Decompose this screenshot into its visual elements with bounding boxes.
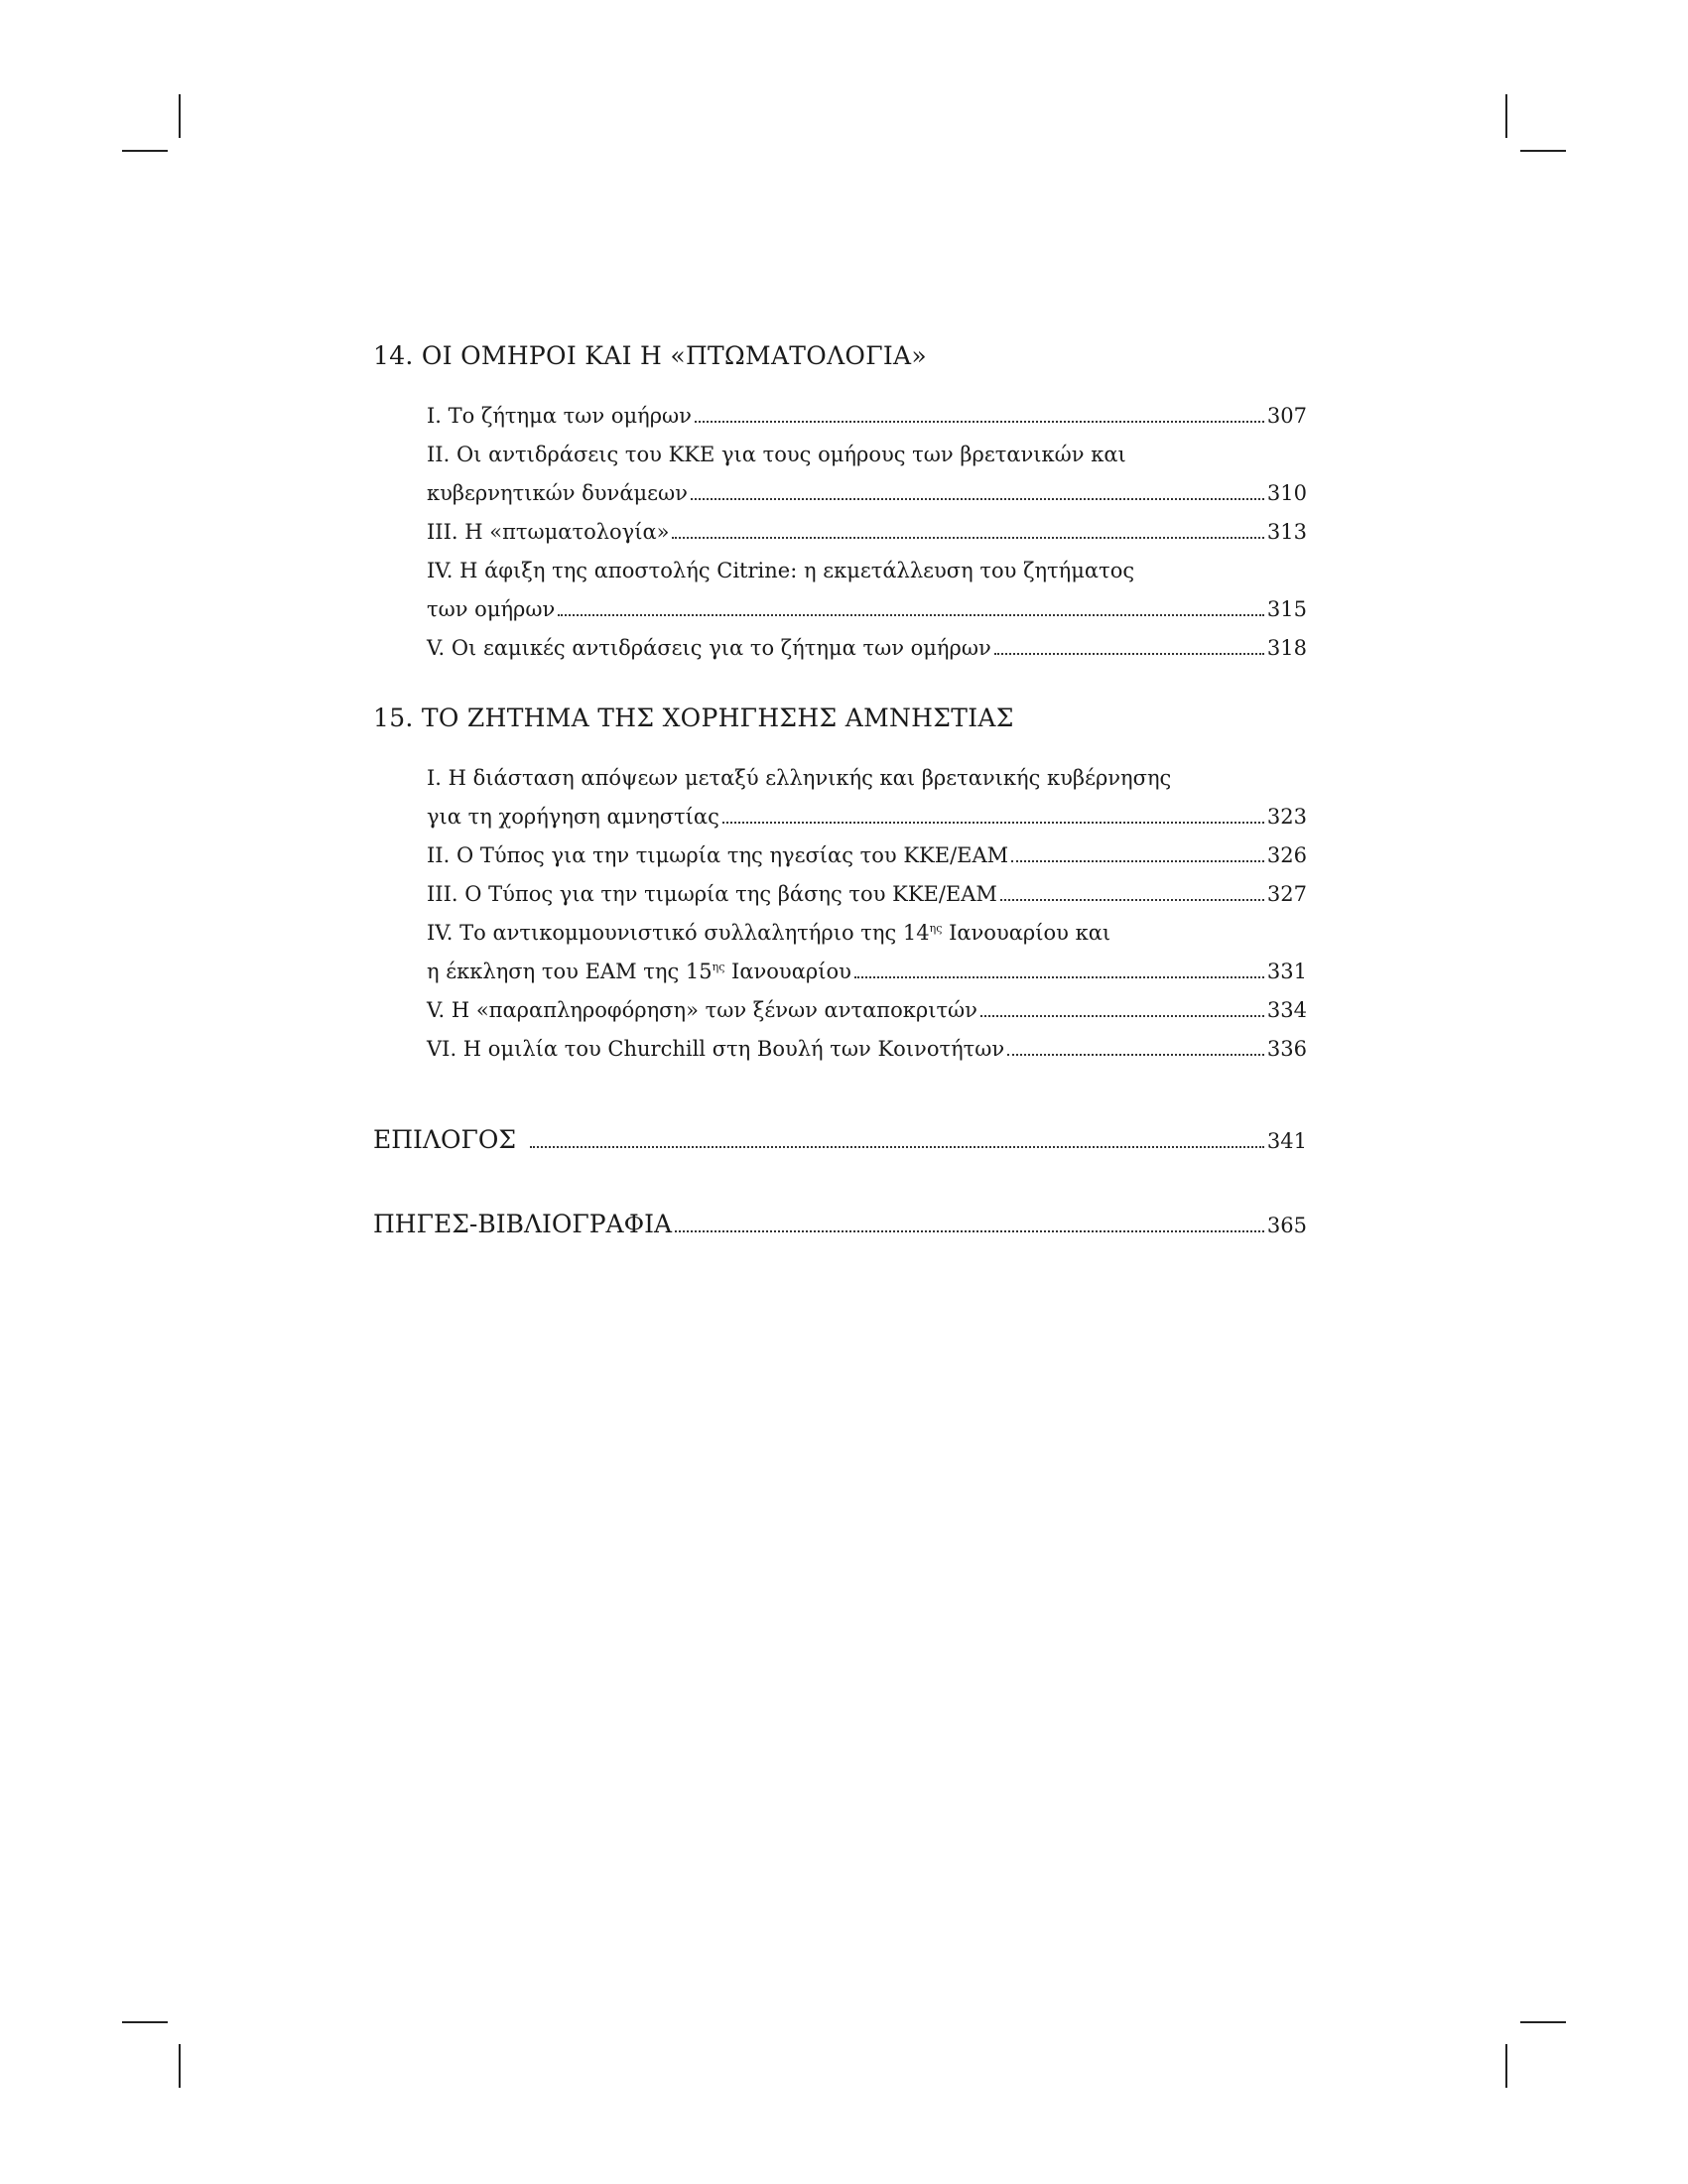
- entry-title-line-2: [427, 953, 851, 991]
- entry-title: II. Ο Τύπος για την τιμωρία της ηγεσίας του ΚΚΕ/ΕΑΜ: [427, 843, 1009, 867]
- entry-text: Ιανουαρίου και: [942, 921, 1111, 945]
- entry-title-line-1: II. Οι αντιδράσεις του ΚΚΕ για τους ομήρους των βρετανικών και: [427, 443, 1126, 466]
- page-number: 365: [1266, 1214, 1307, 1237]
- entry-title: ΠΗΓΕΣ-ΒΙΒΛΙΟΓΡΑΦΙΑ: [373, 1210, 673, 1238]
- dot-leader: [722, 821, 1264, 824]
- entry-title: ΕΠΙΛΟΓΟΣ: [373, 1125, 516, 1154]
- dot-leader: [994, 652, 1264, 655]
- dot-leader: [530, 1145, 1264, 1148]
- entry-title: V. Οι εαμικές αντιδράσεις για το ζήτημα των ομήρων: [427, 636, 991, 660]
- dot-leader: [1011, 859, 1264, 862]
- toc-entry-epilogue[interactable]: [373, 1120, 1307, 1161]
- entry-title: III. Ο Τύπος για την τιμωρία της βάσης του ΚΚΕ/ΕΑΜ: [427, 882, 997, 906]
- dot-leader: [691, 497, 1264, 500]
- entry-title-line-1: [427, 914, 1307, 953]
- dot-leader: [854, 975, 1264, 978]
- entry-title: V. Η «παραπληροφόρηση» των ξένων ανταποκριτών: [427, 998, 977, 1022]
- chapter-title: 15. ΤΟ ΖΗΤΗΜΑ ΤΗΣ ΧΟΡΗΓΗΣΗΣ ΑΜΝΗΣΤΙΑΣ: [373, 704, 1014, 732]
- entry-title-line-2: των ομήρων: [427, 597, 556, 621]
- dot-leader: [980, 1014, 1264, 1017]
- crop-mark-top-left-horizontal: [122, 150, 168, 152]
- entry-title-line-1: IV. Η άφιξη της αποστολής Citrine: η εκμετάλλευση του ζητήματος: [427, 559, 1135, 582]
- toc-entry[interactable]: [427, 1030, 1307, 1069]
- crop-mark-top-left-vertical: [179, 94, 181, 138]
- entry-title-line-2: κυβερνητικών δυνάμεων: [427, 481, 688, 505]
- chapter-15: [373, 700, 1307, 1069]
- ordinal-suffix: ης: [712, 961, 725, 973]
- entry-text: IV. Το αντικομμουνιστικό συλλαλητήριο της 14: [427, 921, 930, 945]
- dot-leader: [675, 1229, 1264, 1232]
- toc-entry[interactable]: [427, 836, 1307, 875]
- dot-leader: [672, 536, 1263, 539]
- page-number: 307: [1266, 404, 1307, 428]
- crop-mark-top-right-vertical: [1505, 94, 1507, 138]
- entry-text: Ιανουαρίου: [724, 960, 851, 983]
- dot-leader: [695, 420, 1264, 423]
- crop-mark-bottom-right-horizontal: [1520, 2021, 1566, 2023]
- toc-entry[interactable]: [427, 629, 1307, 668]
- page-number: 331: [1266, 960, 1307, 983]
- dot-leader: [1000, 898, 1264, 901]
- page-number: 327: [1266, 882, 1307, 906]
- entry-title: III. Η «πτωματολογία»: [427, 520, 670, 544]
- toc-entry[interactable]: [427, 552, 1307, 629]
- page-number: 336: [1266, 1037, 1307, 1061]
- toc-entry[interactable]: [427, 914, 1307, 991]
- toc-entry[interactable]: [427, 513, 1307, 552]
- crop-mark-bottom-right-vertical: [1505, 2044, 1507, 2088]
- toc-entry-sources[interactable]: [373, 1205, 1307, 1245]
- crop-mark-bottom-left-vertical: [179, 2044, 181, 2088]
- page-number: 313: [1266, 520, 1307, 544]
- toc-entry[interactable]: [427, 991, 1307, 1030]
- dot-leader: [1007, 1053, 1264, 1056]
- chapter-14: [373, 337, 1307, 668]
- entry-title: I. Το ζήτημα των ομήρων: [427, 404, 692, 428]
- crop-mark-top-right-horizontal: [1520, 150, 1566, 152]
- entry-title: VI. Η ομιλία του Churchill στη Βουλή των Κοινοτήτων: [427, 1037, 1005, 1061]
- page-number: 323: [1266, 805, 1307, 829]
- page-number: 318: [1266, 636, 1307, 660]
- entry-title-line-2: για τη χορήγηση αμνηστίας: [427, 805, 719, 829]
- table-of-contents: [373, 337, 1307, 1245]
- toc-entry[interactable]: [427, 759, 1307, 836]
- toc-entry[interactable]: [427, 875, 1307, 914]
- chapter-title: 14. ΟΙ ΟΜΗΡΟΙ ΚΑΙ Η «ΠΤΩΜΑΤΟΛΟΓΙΑ»: [373, 341, 928, 370]
- page-number: 310: [1266, 481, 1307, 505]
- toc-entry[interactable]: [427, 397, 1307, 436]
- page-number: 326: [1266, 843, 1307, 867]
- page-number: 315: [1266, 597, 1307, 621]
- crop-mark-bottom-left-horizontal: [122, 2021, 168, 2023]
- entry-title-line-1: I. Η διάσταση απόψεων μεταξύ ελληνικής και βρετανικής κυβέρνησης: [427, 766, 1172, 790]
- chapter-entries: [427, 397, 1307, 668]
- entry-text: η έκκληση του ΕΑΜ της 15: [427, 960, 713, 983]
- dot-leader: [558, 613, 1264, 616]
- page-number: 341: [1266, 1129, 1307, 1153]
- toc-entry[interactable]: [427, 436, 1307, 513]
- page-number: 334: [1266, 998, 1307, 1022]
- ordinal-suffix: ης: [929, 922, 943, 935]
- chapter-entries: [427, 759, 1307, 1069]
